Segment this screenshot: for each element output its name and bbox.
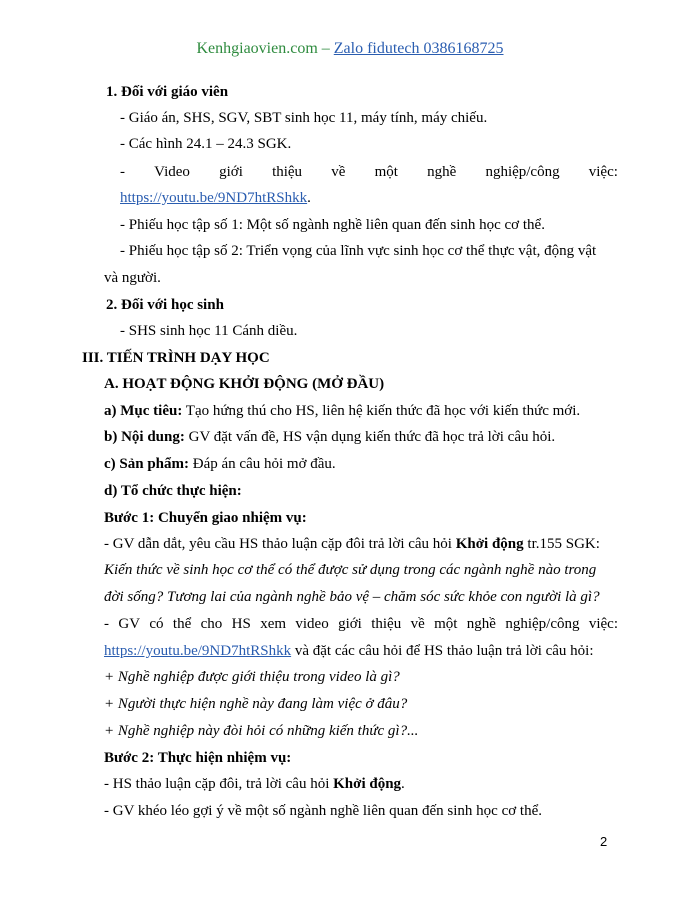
section-2-title: 2. Đối với học sinh [106, 297, 224, 313]
teacher-sheet-1: - Phiếu học tập số 1: Một số ngành nghề liên quan đến sinh học cơ thể. [120, 217, 545, 233]
video-line-word: việc: [588, 164, 618, 180]
gv-line-word: xem [260, 616, 287, 632]
gv-video-link-line [104, 641, 620, 661]
step-1-text-b: tr.155 SGK: [523, 536, 600, 552]
gv-line-word: có [149, 616, 164, 632]
step-2-text-b: . [401, 776, 405, 792]
gv-line-word: cho [200, 616, 223, 632]
video-line-word: giới [219, 164, 243, 180]
page-header [0, 40, 700, 58]
section-a-title: A. HOẠT ĐỘNG KHỞI ĐỘNG (MỞ ĐẦU) [104, 376, 385, 392]
question-line-1: Kiến thức về sinh học cơ thể có thể được sử dụng trong các ngành nghề nào trong [104, 562, 597, 578]
video-link-period: . [307, 190, 311, 206]
question-line-2: đời sống? Tương lai của ngành nghề bảo vệ – chăm sóc sức khỏe con người là gì? [104, 589, 600, 605]
product-label: c) Sản phẩm: [104, 456, 190, 472]
prompt-1: + Nghề nghiệp được giới thiệu trong video là gì? [104, 669, 400, 685]
prompt-3: + Nghề nghiệp này đòi hỏi có những kiến thức gì?... [104, 723, 419, 739]
video-line-word: thiệu [272, 164, 303, 180]
section-3-title: III. TIẾN TRÌNH DẠY HỌC [82, 350, 270, 366]
step-2-bold: Khởi động [333, 776, 402, 792]
teacher-video-line [120, 162, 618, 182]
product-line [104, 454, 620, 474]
gv-line-word: - [104, 616, 109, 632]
video-link[interactable]: https://youtu.be/9ND7htRShkk [120, 190, 308, 206]
video-line-word: một [374, 164, 398, 180]
teacher-video-link-line [120, 188, 636, 208]
video-line-word: nghiệp/công [485, 164, 560, 180]
gv-line-word: về [410, 616, 425, 632]
gv-video-link[interactable]: https://youtu.be/9ND7htRShkk [104, 643, 292, 659]
student-item: - SHS sinh học 11 Cánh diều. [120, 323, 298, 339]
step-2-line-1 [104, 774, 620, 794]
header-separator: – [317, 40, 334, 57]
content-text: GV đặt vấn đề, HS vận dụng kiến thức đã học trả lời câu hỏi. [184, 429, 556, 445]
teacher-sheet-2b: và người. [104, 270, 161, 286]
teacher-sheet-2a: - Phiếu học tập số 2: Triển vọng của lĩnh vực sinh học cơ thể thực vật, động vật [120, 243, 597, 259]
gv-line-word: nghề [466, 616, 496, 632]
teacher-item-1: - Giáo án, SHS, SGV, SBT sinh học 11, máy tính, máy chiếu. [120, 110, 488, 126]
gv-line-word: GV [118, 616, 141, 632]
gv-line-word: thiệu [371, 616, 402, 632]
step-2-text-a: - HS thảo luận cặp đôi, trả lời câu hỏi [104, 776, 334, 792]
video-line-word: Video [154, 164, 190, 180]
content-label: b) Nội dung: [104, 429, 185, 445]
goal-text: Tạo hứng thú cho HS, liên hệ kiến thức đã học với kiến thức mới. [182, 403, 581, 419]
step-2-line-2: - GV khéo léo gợi ý về một số ngành nghề liên quan đến sinh học cơ thể. [104, 803, 543, 819]
gv-line-word: giới [338, 616, 362, 632]
video-line-word: nghề [427, 164, 457, 180]
organize-label: d) Tổ chức thực hiện: [104, 483, 242, 499]
gv-line-word: thể [172, 616, 192, 632]
content-line [104, 427, 620, 447]
gv-line-word: nghiệp/công [505, 616, 580, 632]
product-text: Đáp án câu hỏi mở đầu. [189, 456, 336, 472]
teacher-item-2: - Các hình 24.1 – 24.3 SGK. [120, 136, 292, 152]
gv-line-word: HS [231, 616, 251, 632]
gv-line-word: một [434, 616, 458, 632]
header-contact-link[interactable]: Zalo fidutech 0386168725 [333, 40, 504, 57]
gv-line-word: việc: [588, 616, 618, 632]
step-1-line-1 [104, 534, 620, 554]
gv-video-tail: và đặt các câu hỏi để HS thảo luận trả lời câu hỏi: [291, 643, 594, 659]
video-line-word: - [120, 164, 125, 180]
step-1-title: Bước 1: Chuyển giao nhiệm vụ: [104, 510, 307, 526]
goal-line [104, 401, 620, 421]
prompt-2: + Người thực hiện nghề này đang làm việc ở đâu? [104, 696, 408, 712]
video-line-word: về [331, 164, 346, 180]
gv-line-word: video [295, 616, 329, 632]
page-number: 2 [600, 834, 608, 849]
step-2-title: Bước 2: Thực hiện nhiệm vụ: [104, 750, 292, 766]
step-1-bold: Khởi động [455, 536, 524, 552]
section-1-title: 1. Đối với giáo viên [106, 84, 229, 100]
goal-label: a) Mục tiêu: [104, 403, 183, 419]
gv-video-line [104, 614, 618, 634]
header-site: Kenhgiaovien.com [196, 40, 318, 57]
step-1-text-a: - GV dẫn dắt, yêu cầu HS thảo luận cặp đôi trả lời câu hỏi [104, 536, 456, 552]
